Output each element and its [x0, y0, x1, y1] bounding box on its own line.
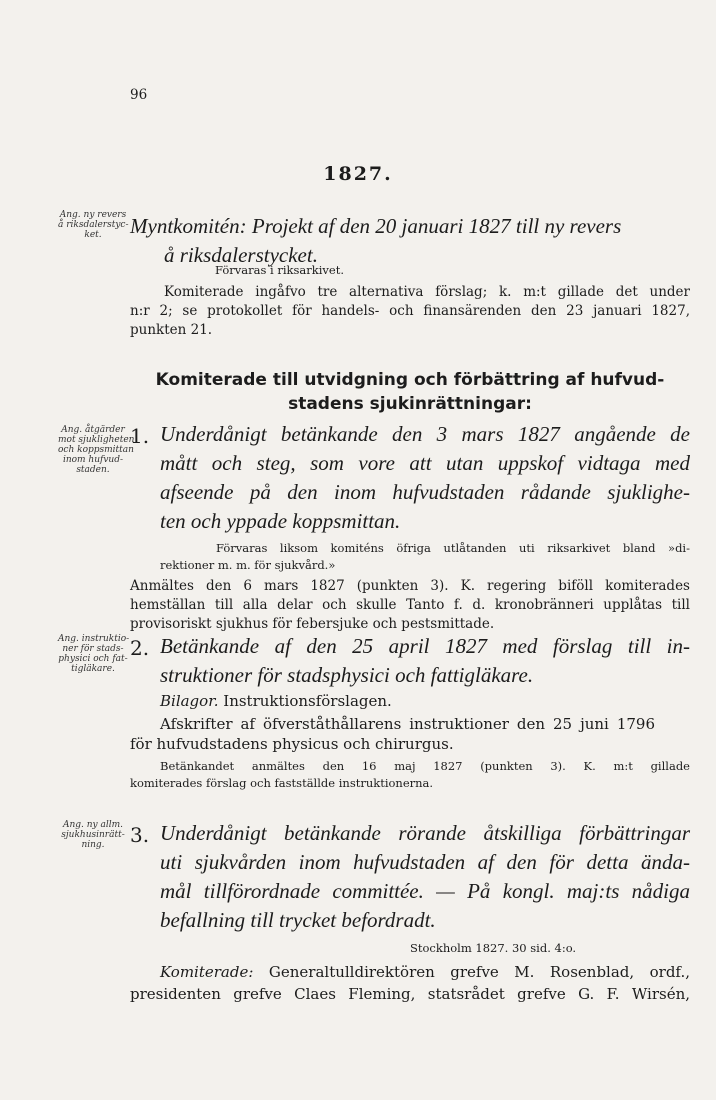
text-line: ning.	[81, 840, 105, 850]
entry-title	[160, 819, 690, 935]
text-line: Förvaras liksom komiténs öfriga utlåtanden uti riksarkivet bland »di-	[216, 541, 690, 555]
entry-number: 3.	[130, 823, 150, 847]
text-line: presidenten grefve Claes Fleming, statsrådet grefve G. F. Wirsén,	[130, 985, 690, 1003]
text-line: Ang. ny allm.	[62, 820, 124, 830]
text-line: staden.	[76, 465, 110, 475]
text-line: komiterades förslag och fastställde instruktionerna.	[130, 776, 434, 790]
text-line: sjukhusinrätt-	[61, 830, 125, 840]
margin-note	[58, 425, 135, 475]
entry-title	[160, 632, 690, 690]
margin-note	[58, 634, 128, 674]
text-line: Komiterade till utvidgning och förbättring af hufvud-	[155, 370, 665, 390]
text-line: tigläkare.	[71, 664, 115, 674]
text-line: och koppsmittan	[58, 445, 134, 455]
archive-note: Förvaras i riksarkivet.	[215, 263, 344, 277]
text-line: Ang. åtgärder	[61, 425, 125, 435]
text-line: stadens sjukinrättningar:	[288, 394, 532, 414]
entry-paragraph	[130, 714, 655, 754]
text-line: ket.	[84, 230, 102, 240]
text-line: n:r 2; se protokollet för handels- och finansärenden den 23 januari 1827,	[130, 303, 690, 319]
entry-paragraph	[130, 577, 690, 634]
entry-paragraph	[130, 758, 690, 792]
text-line: Afskrifter af öfverståthållarens instruktioner den 25 juni 1796	[160, 715, 655, 733]
imprint: Stockholm 1827. 30 sid. 4:o.	[410, 941, 577, 955]
text-line: provisoriskt sjukhus för febersjuke och pestsmittade.	[130, 616, 495, 632]
page-number: 96	[130, 87, 148, 103]
text-line: hemställan till alla delar och skulle Tanto f. d. kronobränneri upplåtas till	[130, 597, 690, 613]
entry-number: 2.	[130, 636, 150, 660]
text-line: Betänkandet anmältes den 16 maj 1827 (punkten 3). K. m:t gillade	[160, 759, 690, 773]
entry-title	[160, 420, 690, 536]
committee-members	[130, 961, 690, 1005]
text-line: physici och fat-	[58, 654, 128, 664]
text-line: mot sjukligheten	[58, 435, 135, 445]
text-line: Komiterade: Generaltulldirektören grefve M. Rosenblad, ordf.,	[160, 963, 690, 981]
entry-number: 1.	[130, 424, 150, 448]
text-line: Ang. ny revers	[59, 210, 127, 220]
archive-note	[160, 540, 690, 574]
text-line: punkten 21.	[130, 322, 213, 338]
margin-note	[58, 210, 128, 240]
text-line: Anmältes den 6 mars 1827 (punkten 3). K. regering biföll komiterades	[130, 578, 690, 594]
text-line: afseende på den inom hufvudstaden rådande sjuklighe-	[160, 480, 690, 504]
text-line: uti sjukvården inom hufvudstaden af den för detta ända-	[160, 850, 690, 874]
text-line: Betänkande af den 25 april 1827 med förslag till in-	[160, 634, 690, 658]
text-line: å riksdalerstyc-	[58, 220, 129, 230]
entry-title	[130, 212, 690, 270]
text-line: Komiterade ingåfvo tre alternativa förslag; k. m:t gillade det under	[164, 284, 690, 300]
text-line: Ang. instruktio-	[58, 634, 130, 644]
section-heading	[120, 368, 700, 416]
text-line: mått och steg, som vore att utan uppskof vidtaga med	[160, 451, 690, 475]
text-line: rektioner m. m. för sjukvård.»	[160, 558, 336, 572]
text-line: ten och yppade koppsmittan.	[160, 509, 401, 533]
text-line: å riksdalerstycket.	[164, 243, 318, 267]
attachments-line: Bilagor. Instruktionsförslagen.	[160, 692, 392, 710]
margin-note	[58, 820, 128, 850]
year-heading: 1827.	[323, 163, 393, 185]
attachments-label: Bilagor.	[160, 692, 219, 710]
text-line: struktioner för stadsphysici och fattigläkare.	[160, 663, 534, 687]
text-line: inom hufvud-	[62, 455, 124, 465]
text-line: mål tillförordnade committée. — På kongl. maj:ts nådiga	[160, 879, 690, 903]
text-line: Myntkomitén: Projekt af den 20 januari 1827 till ny revers	[130, 214, 622, 238]
entry-paragraph	[130, 283, 690, 340]
text-line: Underdånigt betänkande rörande åtskilliga förbättringar	[160, 821, 690, 845]
text-line: för hufvudstadens physicus och chirurgus.	[130, 735, 454, 753]
text-line: ner för stads-	[62, 644, 124, 654]
text-line: Underdånigt betänkande den 3 mars 1827 angående de	[160, 422, 690, 446]
text-line: befallning till trycket befordradt.	[160, 908, 436, 932]
